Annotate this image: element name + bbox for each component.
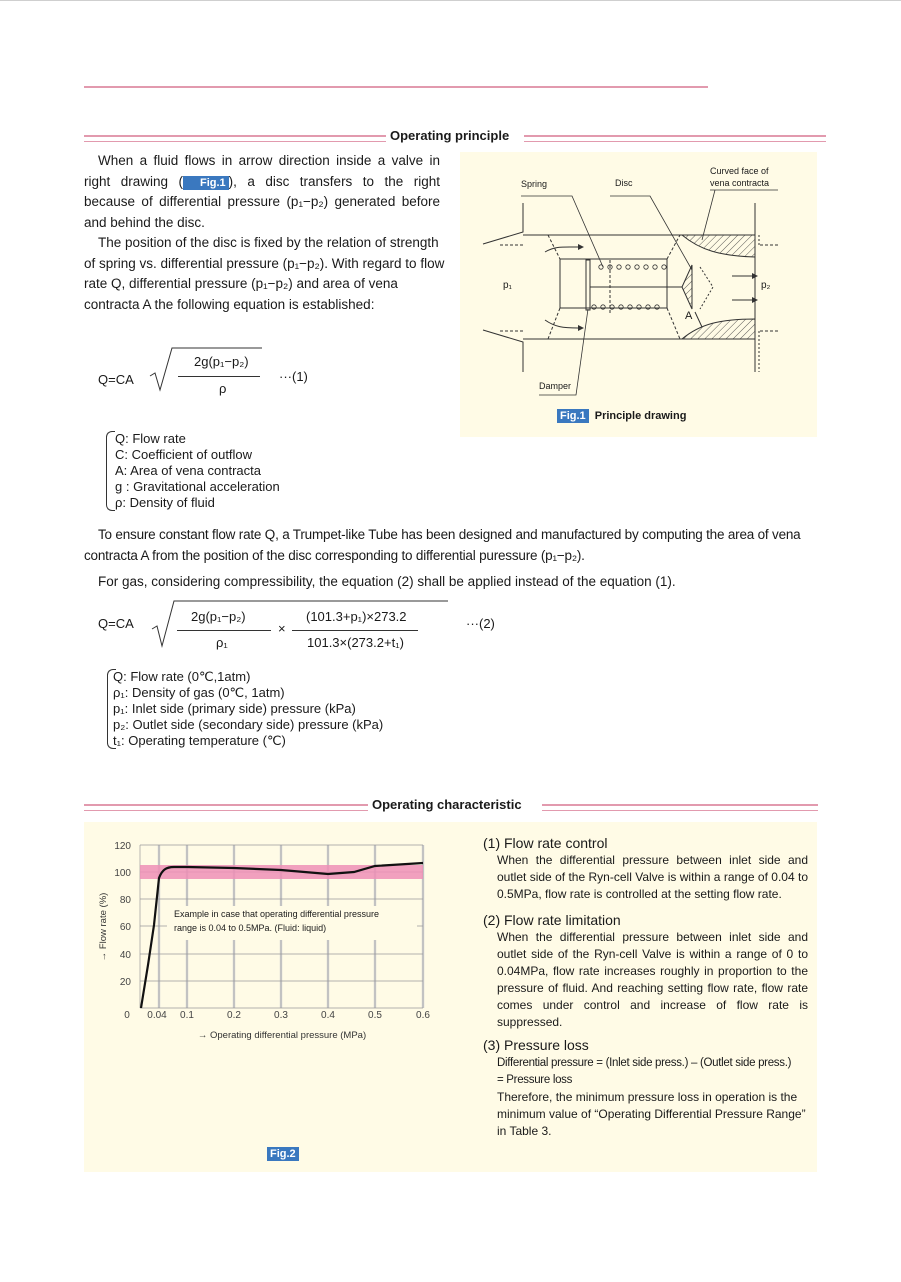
eq1-label: ···(1) bbox=[279, 369, 308, 384]
svg-text:20: 20 bbox=[119, 977, 131, 988]
eq2-denominator-1: ρ₁ bbox=[216, 635, 228, 650]
item-heading: (2) Flow rate limitation bbox=[483, 912, 621, 928]
label-damper: Damper bbox=[539, 381, 572, 391]
brace-icon bbox=[107, 669, 116, 749]
y-axis-label: → Flow rate (%) bbox=[98, 892, 109, 962]
figure-1-caption: Fig.1 Principle drawing bbox=[557, 409, 686, 423]
item-formula-1: Differential pressure = (Inlet side press.) – (Outlet side press.) bbox=[497, 1057, 792, 1069]
principle-paragraph-3: To ensure constant flow rate Q, a Trumpet-like Tube has been designed and manufactured by computing the area of vena contracta A from the position of the disc corresponding to differential puressure (p₁−p₂). bbox=[84, 527, 801, 563]
header-rule bbox=[84, 86, 708, 88]
legend-item: Q: Flow rate bbox=[115, 431, 186, 446]
fig1-reference-tag[interactable]: Fig.1 bbox=[183, 176, 229, 190]
principle-paragraph-1: When a fluid flows in arrow direction inside a valve in right drawing ( Fig.1 ), a disc transfers to the right because of differential pressure (p₁−p₂) generated before and behind the disc. bbox=[84, 153, 440, 230]
equation-1-legend bbox=[106, 431, 280, 511]
item-heading: (1) Flow rate control bbox=[483, 835, 608, 851]
svg-text:0.2: 0.2 bbox=[227, 1010, 241, 1021]
eq1-denominator: ρ bbox=[219, 381, 227, 396]
fig1-tag: Fig.1 bbox=[557, 409, 589, 423]
legend-item: p₂: Outlet side (secondary side) pressure (kPa) bbox=[113, 717, 384, 732]
legend-item: C: Coefficient of outflow bbox=[115, 447, 253, 462]
eq2-numerator-1: 2g(p₁−p₂) bbox=[191, 609, 246, 624]
legend-item: t₁: Operating temperature (℃) bbox=[113, 733, 286, 748]
figure-1-principle-drawing bbox=[460, 152, 817, 437]
x-axis-label: → Operating differential pressure (MPa) bbox=[197, 1030, 367, 1041]
svg-text:60: 60 bbox=[119, 922, 131, 933]
fig2-tag: Fig.2 bbox=[267, 1147, 299, 1161]
eq2-fraction-bar-2 bbox=[292, 630, 418, 631]
label-disc: Disc bbox=[615, 178, 633, 188]
operating-characteristic-panel bbox=[84, 822, 817, 1172]
equation-2-legend bbox=[107, 669, 383, 749]
svg-text:80: 80 bbox=[119, 895, 131, 906]
legend-item: g : Gravitational acceleration bbox=[115, 479, 280, 494]
page-top-border bbox=[0, 0, 901, 1]
sqrt-symbol-icon bbox=[150, 599, 450, 649]
header-rule-left bbox=[84, 135, 389, 142]
eq1-lhs: Q=CA bbox=[98, 372, 134, 387]
svg-text:40: 40 bbox=[119, 950, 131, 961]
header-rule-left bbox=[84, 804, 369, 811]
eq2-times: × bbox=[278, 621, 286, 636]
section-header-operating-principle bbox=[84, 128, 826, 145]
svg-text:0: 0 bbox=[124, 1010, 130, 1021]
svg-text:120: 120 bbox=[114, 841, 131, 852]
legend-item: Q: Flow rate (0℃,1atm) bbox=[113, 669, 251, 684]
brace-icon bbox=[106, 431, 115, 511]
label-p1: p₁ bbox=[503, 280, 512, 291]
figure-2-chart bbox=[84, 822, 464, 1172]
section-header-operating-characteristic bbox=[84, 797, 818, 814]
svg-text:100: 100 bbox=[114, 868, 131, 879]
section-title: Operating characteristic bbox=[368, 797, 526, 812]
sqrt-symbol-icon bbox=[148, 346, 263, 392]
label-curved-face: Curved face of vena contracta bbox=[710, 166, 770, 188]
svg-text:0.5: 0.5 bbox=[368, 1010, 382, 1021]
svg-text:0.4: 0.4 bbox=[321, 1010, 335, 1021]
item-formula-2: = Pressure loss bbox=[497, 1074, 573, 1086]
eq2-denominator-2: 101.3×(273.2+t₁) bbox=[307, 635, 404, 650]
label-spring: Spring bbox=[521, 179, 548, 189]
eq2-lhs: Q=CA bbox=[98, 616, 134, 631]
eq2-numerator-2: (101.3+p₁)×273.2 bbox=[306, 609, 407, 624]
characteristic-item-pressure-loss bbox=[483, 1036, 808, 1140]
label-p2: p₂ bbox=[761, 280, 771, 291]
item-body: When the differential pressure between inlet side and outlet side of the Ryn-cell Valve is within a range of 0.04 to 0.5MPa, flow rate is controlled at the setting flow rate. bbox=[497, 853, 808, 901]
eq1-fraction-bar bbox=[178, 376, 260, 377]
item-body: Therefore, the minimum pressure loss in operation is the minimum value of “Operating Differential Pressure Range” in Table 3. bbox=[497, 1090, 806, 1138]
valve-diagram bbox=[460, 152, 817, 437]
item-heading: (3) Pressure loss bbox=[483, 1037, 589, 1053]
figure-2-caption bbox=[267, 1144, 299, 1162]
svg-text:0.6: 0.6 bbox=[416, 1010, 430, 1021]
svg-text:0.3: 0.3 bbox=[274, 1010, 288, 1021]
legend-item: A: Area of vena contracta bbox=[115, 463, 261, 478]
chart-annotation: Example in case that operating differential pressure range is 0.04 to 0.5MPa. (Fluid: liquid) bbox=[174, 909, 379, 933]
section-title: Operating principle bbox=[386, 128, 513, 143]
principle-paragraph-2: The position of the disc is fixed by the relation of strength of spring vs. differential pressure (p₁−p₂). With regard to flow rate Q, differential pressure (p₁−p₂) and area of vena contracta A the following equation is established: bbox=[84, 235, 445, 312]
header-rule-right bbox=[542, 804, 818, 811]
label-a: A bbox=[685, 310, 693, 322]
svg-text:0.1: 0.1 bbox=[180, 1010, 194, 1021]
eq2-label: ···(2) bbox=[466, 616, 495, 631]
eq1-numerator: 2g(p₁−p₂) bbox=[194, 354, 249, 369]
legend-item: p₁: Inlet side (primary side) pressure (kPa) bbox=[113, 701, 356, 716]
svg-text:0.04: 0.04 bbox=[147, 1010, 167, 1021]
flow-rate-chart bbox=[84, 822, 464, 1062]
item-body: When the differential pressure between inlet side and outlet side of the Ryn-cell Valve is within a range of 0 to 0.04MPa, flow rate increases roughly in proportion to the pressure of fluid. And reaching setting flow rate, flow rate comes under control and increase of flow rate is suppressed. bbox=[497, 930, 808, 1029]
legend-item: ρ₁: Density of gas (0℃, 1atm) bbox=[113, 685, 285, 700]
eq2-fraction-bar-1 bbox=[177, 630, 271, 631]
characteristic-item-flow-rate-control bbox=[483, 834, 808, 903]
legend-item: ρ: Density of fluid bbox=[115, 495, 215, 510]
characteristic-item-flow-rate-limitation bbox=[483, 911, 808, 1031]
principle-paragraph-4: For gas, considering compressibility, the equation (2) shall be applied instead of the equation (1). bbox=[98, 574, 676, 589]
header-rule-right bbox=[524, 135, 826, 142]
